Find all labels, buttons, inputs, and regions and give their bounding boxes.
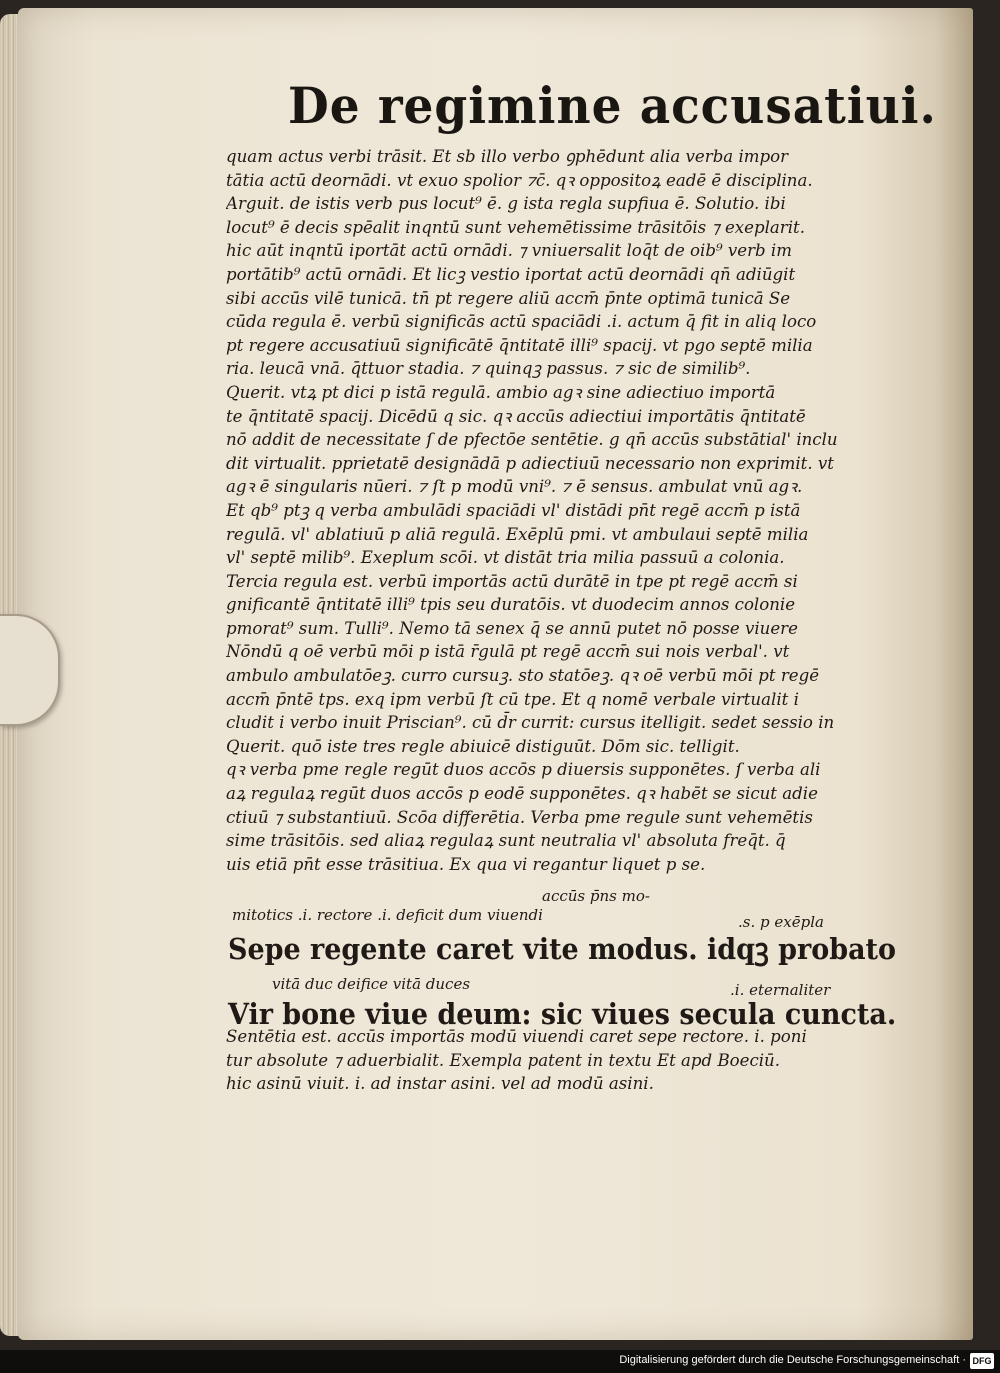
- footer-bar: [0, 1350, 1000, 1373]
- gloss-line: vitā duc deifice vitā duces: [272, 975, 471, 993]
- verse-line: Vir bone viue deum: sic viues secula cuncta.: [228, 997, 897, 1031]
- text-line: sime trāsitōis. sed aliaꝝ regulaꝝ sunt neutralia vl' absoluta freq̄t. q̄: [226, 831, 786, 851]
- closing-text: [226, 1025, 881, 1096]
- text-line: regulā. vl' ablatiuū p aliā regulā. Exēplū pmi. vt ambulaui septē milia: [226, 524, 809, 544]
- text-line: cūda regula ē. verbū significās actū spaciādi .i. actum q̄ fit in aliq loco: [226, 312, 817, 332]
- text-line: hic asinū viuit. i. ad instar asini. vel ad modū asini.: [226, 1074, 654, 1094]
- text-line: pt regere accusatiuū significātē q̄ntitatē illi⁹ spacij. vt pgo septē milia: [226, 335, 813, 355]
- text-line: Sentētia est. accūs importās modū viuendi caret sepe rectore. i. poni: [226, 1027, 807, 1046]
- text-line: quam actus verbi trāsit. Et sb illo verbo ꝯphēdunt alia verba impor: [226, 147, 789, 166]
- text-line: Tercia regula est. verbū importās actū durātē in tpe pt regē accm̄ si: [226, 571, 798, 591]
- dfg-logo: DFG: [970, 1353, 994, 1369]
- text-line: ctiuū ⁊ substantiuū. Scōa differētia. Verba pme regule sunt vehemētis: [226, 807, 813, 827]
- text-line: Arguit. de istis verb pus locut⁹ ē. g ista regla supfiua ē. Solutio. ibi: [226, 194, 786, 214]
- gloss-line: .s. p exēpla: [738, 913, 824, 931]
- text-line: uis etiā pn̄t esse trāsitiua. Ex qua vi regantur liquet p se.: [226, 854, 706, 874]
- text-line: Et qb⁹ ptꝫ q verba ambulādi spaciādi vl' distādi pn̄t regē accm̄ p istā: [226, 500, 801, 520]
- main-text: [226, 145, 881, 876]
- gloss-line: mitotics .i. rectore .i. deficit dum viuendi: [232, 906, 543, 924]
- text-line: vl' septē milib⁹. Exeplum scōi. vt distāt tria milia passuū a colonia.: [226, 548, 785, 568]
- text-line: Querit. quō iste tres regle abiuicē distiguūt. Dōm sic. telligit.: [226, 736, 740, 756]
- text-line: pmorat⁹ sum. Tulli⁹. Nemo tā senex q̄ se annū putet nō posse viuere: [226, 618, 798, 638]
- text-line: hic aūt inqntū iportāt actū ornādi. ⁊ vniuersalit loq̄t de oib⁹ verb im: [226, 241, 792, 261]
- text-line: ria. leucā vnā. q̄ttuor stadia. ⁊ quinqꝫ passus. ⁊ sic de similib⁹.: [226, 359, 751, 379]
- text-line: accm̄ p̄ntē tps. exq ipm verbū ſt cū tpe. Et q nomē verbale virtualit i: [226, 689, 799, 709]
- text-line: ambulo ambulatōeꝫ. curro cursuꝫ. sto statōeꝫ. qꝛ oē verbū mōi pt regē: [226, 666, 820, 686]
- text-line: agꝛ ē singularis nūeri. ⁊ ſt p modū vni⁹. ⁊ ē sensus. ambulat vnū agꝛ.: [226, 477, 803, 497]
- text-line: sibi accūs vilē tunicā. tn̄ pt regere aliū accm̄ p̄nte optimā tunicā Se: [226, 288, 791, 308]
- text-line: locut⁹ ē decis spēalit inqntū sunt vehemētissime trāsitōis ⁊ exeplarit.: [226, 217, 805, 237]
- text-line: Querit. vtꝝ pt dici p istā regulā. ambio agꝛ sine adiectiuo importā: [226, 382, 776, 402]
- verse-line: Sepe regente caret vite modus. idqꝫ probato: [228, 932, 897, 966]
- text-line: nō addit de necessitate ſ de pfectōe sentētie. g qn̄ accūs substātial' inclu: [226, 430, 838, 450]
- gloss-line: .i. eternaliter: [730, 981, 831, 999]
- text-line: dit virtualit. pprietatē designādā p adiectiuū necessario non exprimit. vt: [226, 453, 834, 473]
- gloss-line: accūs p̄ns mo-: [542, 887, 650, 905]
- text-line: te q̄ntitatē spacij. Dicēdū q sic. qꝛ accūs adiectiui importātis q̄ntitatē: [226, 406, 806, 426]
- text-line: portātib⁹ actū ornādi. Et licꝫ vestio iportat actū deornādi qn̄ adiūgit: [226, 264, 796, 284]
- text-line: tur absolute ⁊ aduerbialit. Exempla patent in textu Et apd Boeciū.: [226, 1050, 781, 1070]
- page-heading: De regimine accusatiui.: [288, 76, 937, 135]
- text-line: qꝛ verba pme regle regūt duos accōs p diuersis supponētes. ſ verba ali: [226, 760, 821, 780]
- text-line: cludit i verbo inuit Priscian⁹. cū d̄r currit: cursus itelligit. sedet sessio in: [226, 713, 835, 733]
- text-line: aꝝ regulaꝝ regūt duos accōs p eodē supponētes. qꝛ habēt se sicut adie: [226, 784, 818, 804]
- funding-credit: Digitalisierung gefördert durch die Deutsche Forschungsgemeinschaft ·: [619, 1354, 966, 1366]
- text-line: Nōndū q oē verbū mōi p istā r̄gulā pt regē accm̄ sui nois verbal'. vt: [226, 642, 790, 662]
- text-line: tātia actū deornādi. vt exuo spolior ⁊c̄. qꝛ oppositoꝝ eadē ē disciplina.: [226, 170, 813, 190]
- text-line: gnificantē q̄ntitatē illi⁹ tpis seu duratōis. vt duodecim annos colonie: [226, 595, 796, 615]
